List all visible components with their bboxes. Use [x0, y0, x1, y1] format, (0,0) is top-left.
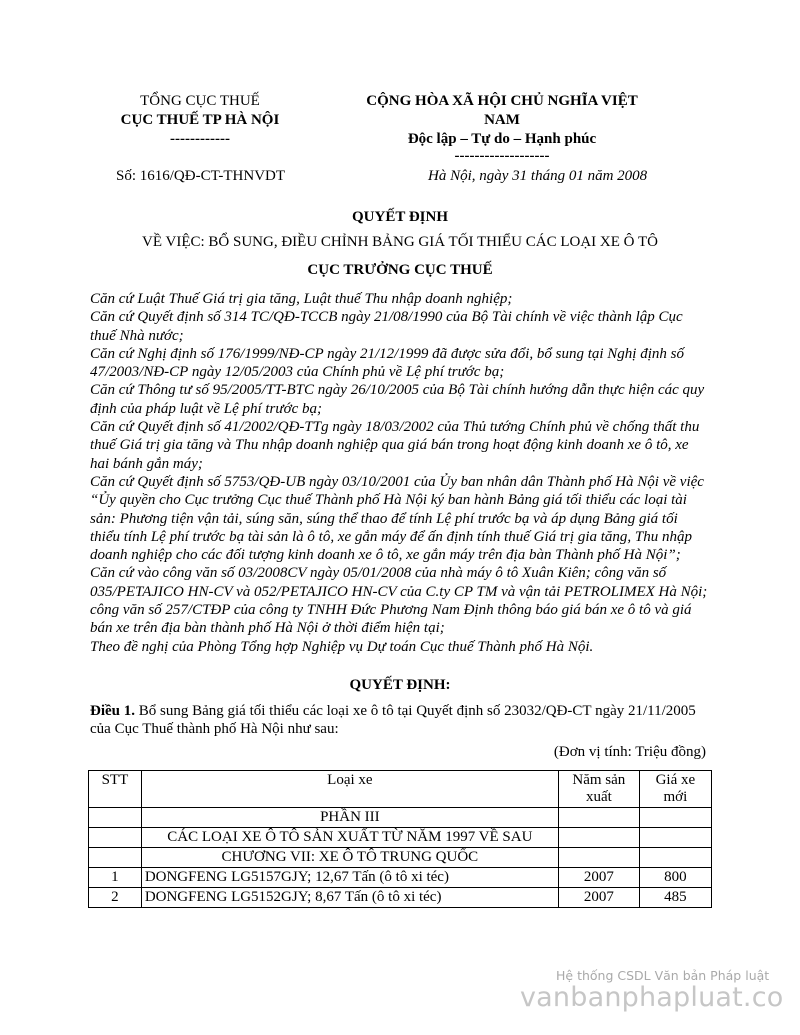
table-section-row — [89, 848, 712, 868]
cell-price: 485 — [639, 888, 711, 908]
document-type-title: QUYẾT ĐỊNH — [352, 209, 448, 225]
legal-basis-item: Căn cứ Quyết định số 314 TC/QĐ-TCCB ngày 21/08/1990 của Bộ Tài chính về việc thành lập Cục thuế Nhà nước; — [90, 309, 683, 344]
legal-basis-item: Căn cứ vào công văn số 03/2008CV ngày 05/01/2008 của nhà máy ô tô Xuân Kiên; công văn số 035/PETAJICO HN-CV và 052/PETAJICO HN-CV của C.ty CP TM và vận tải PETROLIMEX Hà Nội; công văn số 257/CTĐP của công ty TNHH Đức Phương Nam Định thông báo giá bán xe ô tô và giá bán xe trên địa bàn thành phố Hà Nội ở thời điểm hiện tại; — [90, 565, 708, 637]
watermark-caption: Hệ thống CSDL Văn bản Pháp luật — [556, 968, 770, 983]
table-header-row — [89, 771, 712, 808]
cell-stt: 2 — [89, 888, 142, 908]
legal-basis-item: Căn cứ Nghị định số 176/1999/NĐ-CP ngày 21/12/1999 đã được sửa đổi, bổ sung tại Nghị định số 47/2003/NĐ-CP ngày 12/05/2003 của Chính phủ về Lệ phí trước bạ; — [90, 345, 684, 381]
col-header-vehicle-type: Loại xe — [141, 771, 558, 808]
table-section-row — [89, 808, 712, 828]
table-section-row — [89, 828, 712, 848]
cell-price: 800 — [639, 868, 711, 888]
legal-basis-item: Căn cứ Quyết định số 5753/QĐ-UB ngày 03/10/2001 của Ủy ban nhân dân Thành phố Hà Nội về việc “Ủy quyền cho Cục trưởng Cục thuế Thành phố Hà Nội ký ban hành Bảng giá tối thiểu các loại tài sản: Phương tiện vận tải, súng săn, súng thể thao để tính Lệ phí trước bạ và áp dụng Bảng giá tối thiểu tính Lệ phí trước bạ tài sản là ô tô, xe gắn máy để ấn định tính thuế Giá trị gia tăng, Thu nhập doanh nghiệp cho các đối tượng kinh doanh xe ô tô, xe gắn máy trên địa bàn Thành phố Hà Nội”; — [90, 473, 704, 564]
motto-divider: ------------------- — [454, 148, 550, 164]
legal-basis-list — [90, 290, 710, 656]
cell-stt: 1 — [89, 868, 142, 888]
legal-basis-item: Căn cứ Quyết định số 41/2002/QĐ-TTg ngày 18/03/2002 của Thủ tướng Chính phủ về chống thất thu thuế Giá trị gia tăng và Thu nhập doanh nghiệp qua giá bán trong hoạt động kinh doanh xe ô tô, xe hai bánh gắn máy; — [90, 419, 700, 472]
watermark-site: vanbanphapluat.co — [520, 982, 784, 1013]
parent-agency-name: TỔNG CỤC THUẾ — [140, 93, 260, 109]
agency-header — [100, 92, 300, 149]
legal-basis-item: Căn cứ Thông tư số 95/2005/TT-BTC ngày 26/10/2005 của Bộ Tài chính hướng dẫn thực hiện các quy định của pháp luật về Lệ phí trước bạ; — [90, 382, 705, 417]
legal-basis-item: Căn cứ Luật Thuế Giá trị gia tăng, Luật thuế Thu nhập doanh nghiệp; — [90, 291, 513, 307]
agency-name: CỤC THUẾ TP HÀ NỘI — [120, 112, 280, 128]
col-header-price: Giá xe mới — [639, 771, 711, 808]
place-and-date: Hà Nội, ngày 31 tháng 01 năm 2008 — [428, 168, 648, 184]
col-header-year: Năm sản xuất — [558, 771, 639, 808]
table-row — [89, 868, 712, 888]
legal-basis-item: Theo đề nghị của Phòng Tổng hợp Nghiệp vụ Dự toán Cục thuế Thành phố Hà Nội. — [90, 638, 594, 655]
document-subject: VỀ VIỆC: BỔ SUNG, ĐIỀU CHỈNH BẢNG GIÁ TỐI THIỂU CÁC LOẠI XE Ô TÔ — [142, 234, 658, 250]
part-title: CÁC LOẠI XE Ô TÔ SẢN XUẤT TỪ NĂM 1997 VỀ SAU — [141, 828, 558, 848]
col-header-stt: STT — [89, 771, 142, 808]
decision-heading: QUYẾT ĐỊNH: — [349, 677, 451, 693]
price-table — [88, 770, 712, 908]
article-1-label: Điều 1. — [90, 703, 135, 719]
national-motto: Độc lập – Tự do – Hạnh phúc — [407, 131, 597, 147]
article-1-text: Bổ sung Bảng giá tối thiểu các loại xe ô tô tại Quyết định số 23032/QĐ-CT ngày 21/11/2005 của Cục Thuế thành phố Hà Nội như sau: — [90, 703, 696, 737]
cell-year: 2007 — [558, 868, 639, 888]
cell-year: 2007 — [558, 888, 639, 908]
article-1 — [90, 702, 710, 738]
part-label: PHẦN III — [141, 808, 558, 828]
agency-divider: ------------ — [170, 131, 230, 147]
document-number: Số: 1616/QĐ-CT-THNVDT — [116, 168, 286, 184]
cell-vehicle-type: DONGFENG LG5152GJY; 8,67 Tấn (ô tô xi téc) — [141, 888, 558, 908]
cell-vehicle-type: DONGFENG LG5157GJY; 12,67 Tấn (ô tô xi téc) — [141, 868, 558, 888]
unit-note: (Đơn vị tính: Triệu đồng) — [553, 744, 706, 760]
national-header — [332, 92, 672, 164]
table-row — [89, 888, 712, 908]
nation-name-line1: CỘNG HÒA XÃ HỘI CHỦ NGHĨA VIỆT — [366, 93, 638, 109]
issuer-title: CỤC TRƯỞNG CỤC THUẾ — [307, 262, 493, 278]
chapter-title: CHƯƠNG VII: XE Ô TÔ TRUNG QUỐC — [141, 848, 558, 868]
nation-name-line2: NAM — [484, 112, 520, 128]
